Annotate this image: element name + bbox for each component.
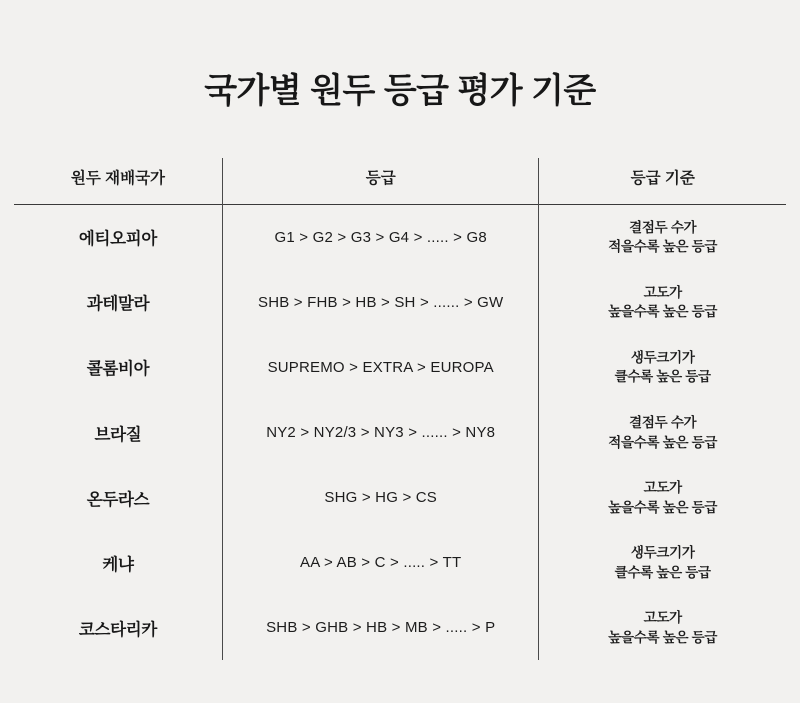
table-row [14,465,786,530]
table-body [14,204,786,660]
document-page [0,23,800,703]
criteria-line-1: 결점두 수가 [629,219,697,235]
criteria-line-1: 결점두 수가 [629,414,697,430]
cell-grade: NY2 > NY2/3 > NY3 > ...... > NY8 [222,400,539,465]
grading-table-container [0,158,800,661]
criteria-line-1: 고도가 [643,610,682,626]
criteria-line-2: 높을수록 높은 등급 [608,629,718,645]
table-header [14,158,786,205]
column-header-grade: 등급 [222,158,539,205]
cell-country: 콜롬비아 [14,335,222,400]
table-row [14,400,786,465]
cell-grade: G1 > G2 > G3 > G4 > ..... > G8 [222,204,539,270]
page-title: 국가별 원두 등급 평가 기준 [204,71,596,110]
criteria-line-2: 클수록 높은 등급 [614,564,711,580]
cell-grade: AA > AB > C > ..... > TT [222,530,539,595]
coffee-grading-table [14,158,786,661]
cell-grade: SHB > FHB > HB > SH > ...... > GW [222,270,539,335]
cell-criteria [539,400,786,465]
cell-criteria [539,595,786,660]
cell-criteria [539,270,786,335]
cell-country: 브라질 [14,400,222,465]
cell-grade: SHB > GHB > HB > MB > ..... > P [222,595,539,660]
criteria-line-1: 생두크기가 [630,545,695,561]
table-row [14,595,786,660]
cell-criteria [539,335,786,400]
table-row [14,530,786,595]
table-row [14,335,786,400]
table-row [14,204,786,270]
criteria-line-2: 클수록 높은 등급 [614,369,711,385]
cell-grade: SHG > HG > CS [222,465,539,530]
criteria-line-2: 높을수록 높은 등급 [608,304,718,320]
cell-country: 과테말라 [14,270,222,335]
criteria-line-1: 생두크기가 [630,349,695,365]
cell-grade: SUPREMO > EXTRA > EUROPA [222,335,539,400]
criteria-line-2: 적을수록 높은 등급 [608,434,718,450]
table-header-row [14,158,786,205]
cell-country: 에티오피아 [14,204,222,270]
cell-criteria [539,530,786,595]
cell-criteria [539,204,786,270]
criteria-line-2: 적을수록 높은 등급 [608,239,718,255]
cell-criteria [539,465,786,530]
table-row [14,270,786,335]
criteria-line-2: 높을수록 높은 등급 [608,499,718,515]
cell-country: 온두라스 [14,465,222,530]
column-header-criteria: 등급 기준 [630,169,695,187]
cell-country: 코스타리카 [14,595,222,660]
criteria-line-1: 고도가 [643,284,682,300]
criteria-line-1: 고도가 [643,480,682,496]
column-header-country: 원두 재배국가 [14,158,222,205]
cell-country: 케냐 [14,530,222,595]
